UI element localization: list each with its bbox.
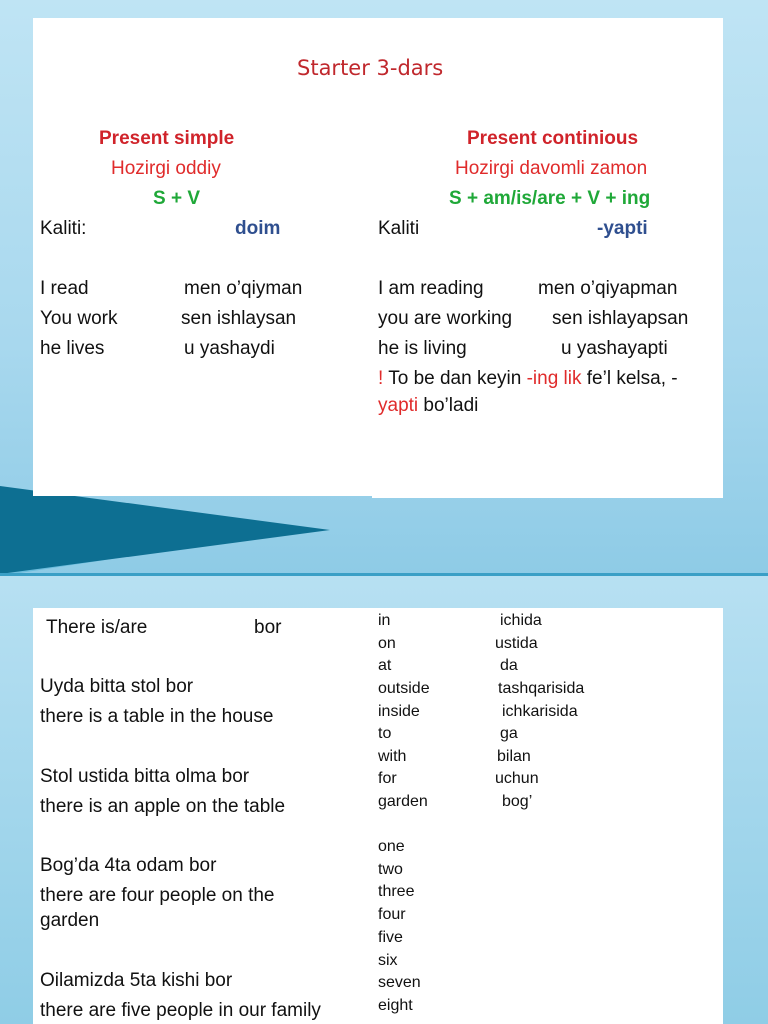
number-word: eight [378,997,413,1014]
preposition-uz: ga [500,725,518,742]
preposition-en: garden [378,793,428,810]
present-simple-subheading: Hozirgi oddiy [111,158,221,179]
preposition-en: at [378,657,392,674]
example-sentence: there are five people in our family [40,1000,321,1021]
preposition-uz: bilan [497,748,531,765]
slide-1-extension [372,490,723,498]
example-sentence: there is a table in the house [40,706,274,727]
present-continuous-subheading: Hozirgi davomli zamon [455,158,648,179]
number-word: six [378,952,398,969]
continuous-example-en: I am reading [378,278,484,299]
number-word: two [378,861,403,878]
present-simple-key-label: Kaliti: [40,218,87,239]
slide-divider [0,573,768,576]
preposition-uz: ichida [500,612,542,629]
present-simple-heading: Present simple [99,128,235,149]
continuous-example-uz: men o’qiyapman [538,278,678,299]
preposition-uz: bog’ [502,793,533,810]
continuous-example-en: you are working [378,308,513,329]
number-word: four [378,906,406,923]
there-is-are-header: There is/are [46,617,148,638]
preposition-en: for [378,770,397,787]
number-word: three [378,883,415,900]
present-simple-formula: S + V [153,188,200,209]
example-sentence: there are four people on the [40,885,275,906]
continuous-example-en: he is living [378,338,467,359]
continuous-example-uz: u yashayapti [561,338,668,359]
preposition-uz: tashqarisida [498,680,585,697]
slide-1 [33,18,723,496]
note-text: fe’l kelsa, - [581,368,678,389]
preposition-en: in [378,612,391,629]
preposition-uz: uchun [495,770,539,787]
grammar-note-line-2 [378,395,478,417]
note-text: bo’ladi [418,395,479,416]
preposition-en: outside [378,680,430,697]
present-continuous-key-word: -yapti [597,218,648,239]
example-sentence: Bog’da 4ta odam bor [40,855,217,876]
preposition-en: with [378,748,407,765]
preposition-en: to [378,725,392,742]
simple-example-uz: u yashaydi [184,338,275,359]
number-word: one [378,838,405,855]
example-sentence: Uyda bitta stol bor [40,676,194,697]
present-simple-key-word: doim [235,218,281,239]
simple-example-en: I read [40,278,89,299]
note-exclamation: ! [378,368,384,389]
number-word: seven [378,974,421,991]
example-sentence: Oilamizda 5ta kishi bor [40,970,233,991]
preposition-uz: ichkarisida [502,703,578,720]
simple-example-en: he lives [40,338,105,359]
simple-example-uz: sen ishlaysan [181,308,297,329]
example-sentence: garden [40,910,100,931]
number-word: five [378,929,403,946]
preposition-en: inside [378,703,420,720]
note-highlight: -ing lik [526,368,582,389]
grammar-note-line-1 [378,368,678,390]
preposition-en: on [378,635,396,652]
note-highlight: yapti [378,395,419,416]
example-sentence: Stol ustida bitta olma bor [40,766,250,787]
slide-title: Starter 3-dars [297,56,444,80]
preposition-uz: ustida [495,635,538,652]
note-text: To be dan keyin [383,368,527,389]
example-sentence: there is an apple on the table [40,796,286,817]
present-continuous-heading: Present continious [467,128,639,149]
bor-header: bor [254,617,282,638]
simple-example-en: You work [40,308,118,329]
decorative-wedge-dark [0,486,330,574]
present-continuous-key-label: Kaliti [378,218,420,239]
present-continuous-formula: S + am/is/are + V + ing [449,188,651,209]
preposition-uz: da [500,657,518,674]
continuous-example-uz: sen ishlayapsan [552,308,689,329]
simple-example-uz: men o’qiyman [184,278,303,299]
